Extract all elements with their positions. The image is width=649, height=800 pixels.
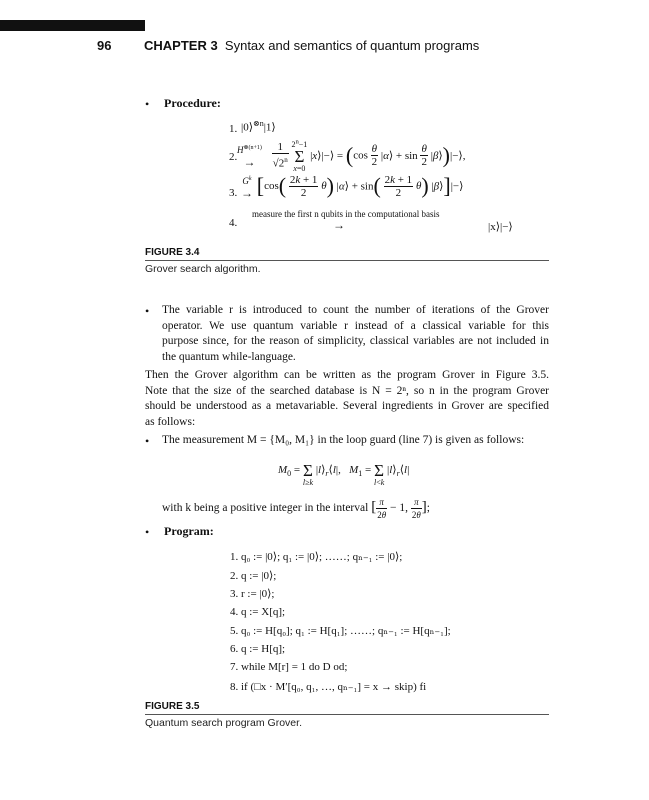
step4-result: |x⟩|−⟩ xyxy=(488,221,513,233)
chapter-title: Syntax and semantics of quantum programs xyxy=(224,38,480,53)
figure-caption: Grover search algorithm. xyxy=(145,263,261,275)
program-line: 5. q₀ := H[q₀]; q₁ := H[q₁]; ……; qₙ₋₁ := H[qₙ₋₁]; xyxy=(230,625,451,637)
step4-label: measure the first n qubits in the computational basis xyxy=(252,209,440,219)
step2-formula: $H^{\otimes(n+1)}$ → $\frac{1}{√2^n}$ $2^n-1$ Σ x=0 |x⟩|−⟩ = (cos $\frac{\theta}{2}$ |α⟩ + sin $\frac{\theta}{2}$ |β⟩)|−⟩, xyxy=(237,138,466,173)
procedure-label: Procedure: xyxy=(164,96,221,110)
figure-caption: Quantum search program Grover. xyxy=(145,717,302,729)
program-line: 6. q := H[q]; xyxy=(230,643,286,655)
bullet: • xyxy=(145,304,150,318)
program-line: 4. q := X[q]; xyxy=(230,606,286,618)
paragraph-variable-r: The variable r is introduced to count the number of iterations of the Grover operator. We use quantum variable r instead of a classical variable for this purpose since, for the reason of simplicity, classical variables are not included in the quantum while-language. xyxy=(162,304,549,363)
paragraph-grover-program: Then the Grover algorithm can be written as the program Grover in Figure 3.5. Note that the size of the searched database is N = 2ⁿ, so n in the program Grover should be understood as a metavariable. Several ingredients in Grover are specified as follows: xyxy=(145,369,549,428)
page-number: 96 xyxy=(97,38,112,53)
step-number: 3. xyxy=(229,187,238,199)
paragraph-measurement: The measurement M = {M₀, M₁} in the loop guard (line 7) is given as follows: xyxy=(162,434,525,446)
program-line: 7. while M[r] = 1 do D od; xyxy=(230,661,348,673)
running-header xyxy=(0,36,649,56)
chapter-heading xyxy=(144,38,479,53)
paragraph-interval: with k being a positive integer in the interval [ $\frac{\pi}{2\theta}$ − 1, $\frac{\pi}{2\theta}$ ]; xyxy=(162,497,430,520)
step-number: 1. xyxy=(229,123,238,135)
program-line: 1. q₀ := |0⟩; q₁ := |0⟩; ……; qₙ₋₁ := |0⟩; xyxy=(230,551,403,563)
measurement-formula: $M_0$ = Σ l≥k $|l⟩_r⟨l|$, $M_1$ = Σ l<k $|l⟩_r⟨l|$ xyxy=(278,461,410,487)
program-label: Program: xyxy=(164,524,214,538)
step-number: 2. xyxy=(229,151,238,163)
figure-label: FIGURE 3.4 xyxy=(145,247,200,258)
program-line: 3. r := |0⟩; xyxy=(230,588,275,600)
bullet: • xyxy=(145,97,150,111)
chapter-label: CHAPTER 3 xyxy=(144,38,218,53)
bullet: • xyxy=(145,525,150,539)
step1-formula: |0⟩$^{\otimes n}$|1⟩ xyxy=(241,119,276,134)
bullet: • xyxy=(145,434,150,448)
program-line: 8. if (□x · M′[q₀, q₁, …, qₙ₋₁] = x → skip) fi xyxy=(230,681,427,693)
figure-rule xyxy=(145,260,549,261)
top-bar xyxy=(0,20,145,31)
figure-label: FIGURE 3.5 xyxy=(145,701,200,712)
figure-rule xyxy=(145,714,549,715)
step3-formula: $G^k$ → [cos( $\frac{2k + 1}{2}$ θ) |α⟩ + sin( $\frac{2k + 1}{2}$ θ) |β⟩]|−⟩ xyxy=(241,173,464,200)
step4-arrow-icon: → xyxy=(333,218,345,232)
step-number: 4. xyxy=(229,217,238,229)
program-line: 2. q := |0⟩; xyxy=(230,570,277,582)
